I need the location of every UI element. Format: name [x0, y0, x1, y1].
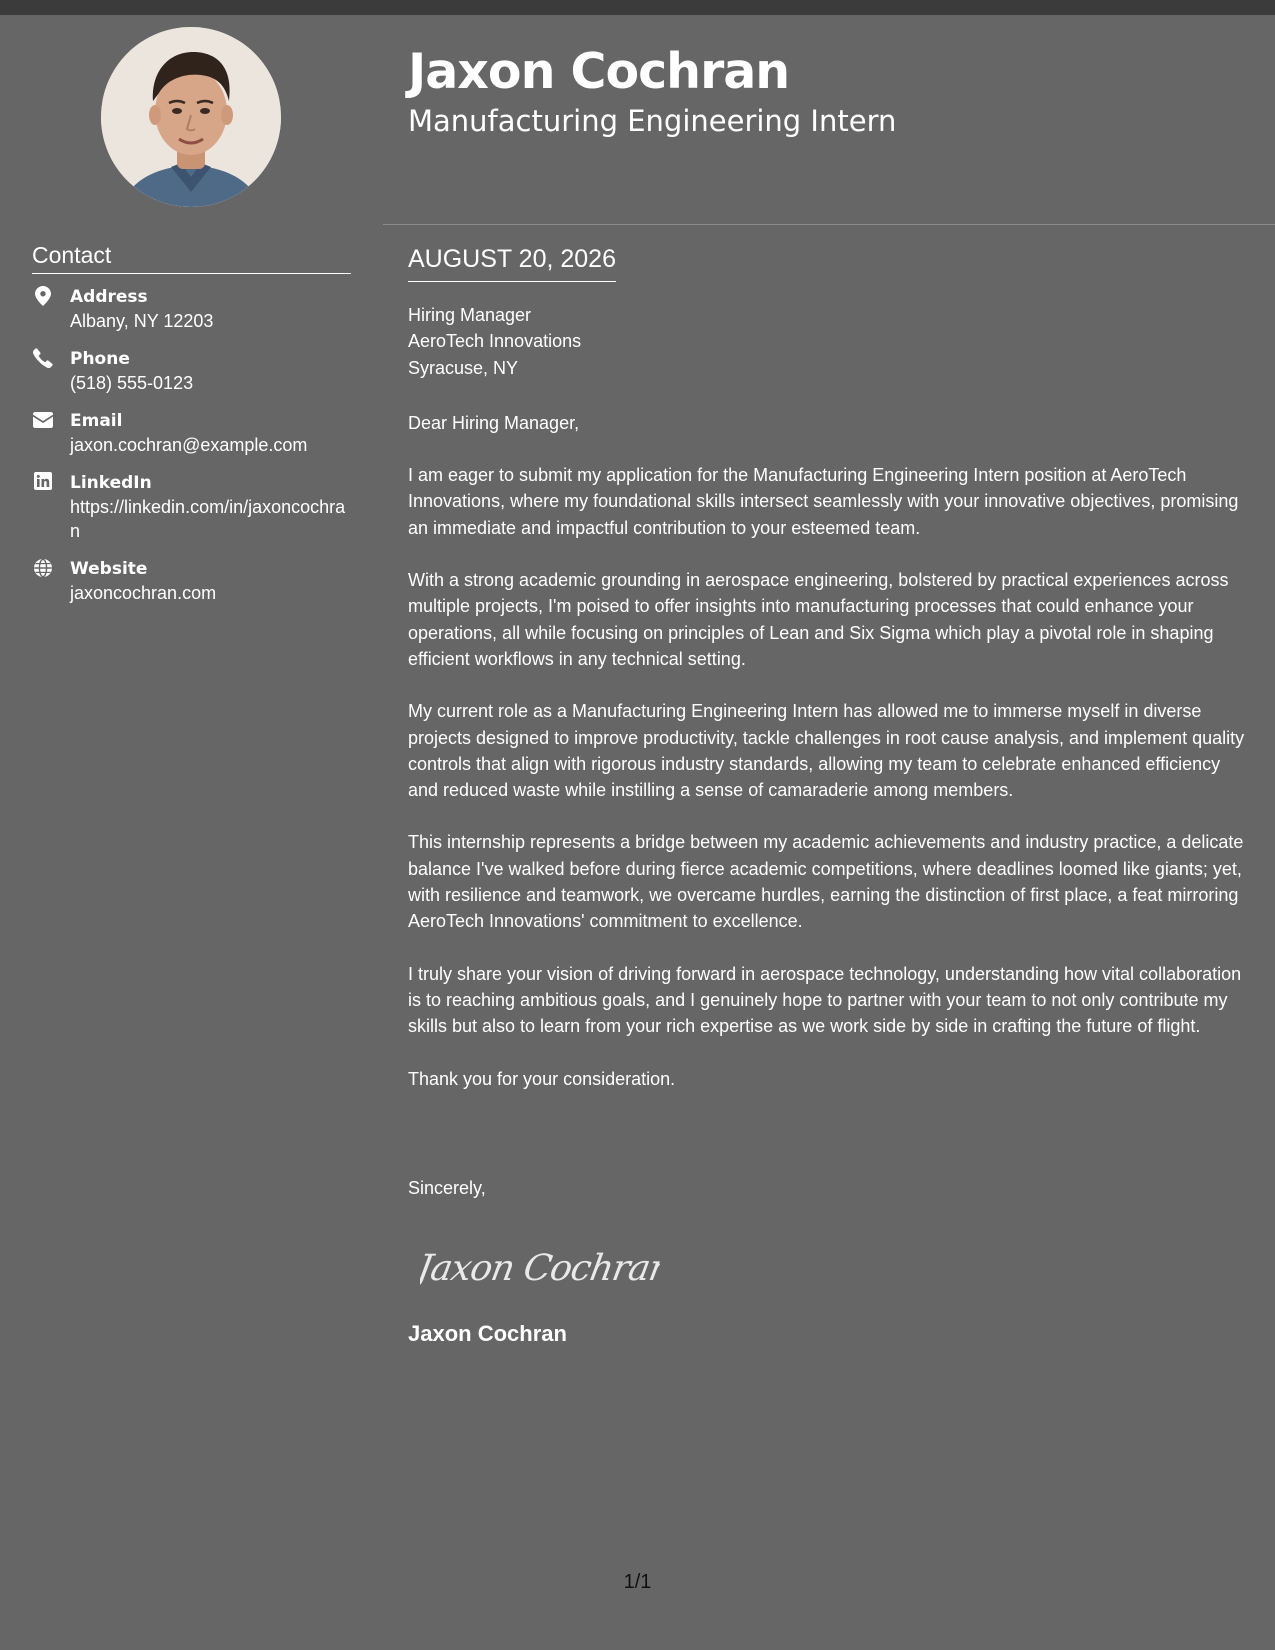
- salutation: Dear Hiring Manager,: [408, 412, 580, 433]
- applicant-name: Jaxon Cochran: [408, 43, 790, 100]
- globe-icon: [32, 558, 54, 580]
- closing: Sincerely,: [408, 1178, 486, 1198]
- recipient-block: [408, 302, 1248, 381]
- signer-name: Jaxon Cochran: [408, 1321, 567, 1346]
- recipient-line: Hiring Manager: [408, 305, 532, 325]
- location-pin-icon: [32, 286, 54, 308]
- contact-address: [32, 285, 352, 333]
- contact-list: [32, 285, 352, 619]
- contact-value: Albany, NY 12203: [70, 311, 214, 331]
- handwritten-signature: [420, 1232, 660, 1307]
- letter-body: [408, 302, 1248, 1092]
- contact-website: [32, 557, 352, 605]
- job-title: Manufacturing Engineering Intern: [408, 104, 897, 138]
- letter-date: AUGUST 20, 2026: [408, 243, 616, 282]
- website-link[interactable]: jaxoncochran.com: [70, 583, 217, 603]
- contact-heading: Contact: [32, 240, 351, 274]
- envelope-icon: [32, 410, 54, 432]
- svg-text:Jaxon Cochran: Jaxon Cochran: [420, 1246, 660, 1289]
- letter-paragraph: With a strong academic grounding in aerospace engineering, bolstered by practical experiences across multiple projects, I'm poised to offer insights into manufacturing processes that could enhance your operations, all while focusing on principles of Lean and Six Sigma which play a pivotal role in shaping efficient workflows in any technical setting.: [408, 570, 1229, 669]
- contact-value: jaxon.cochran@example.com: [70, 435, 308, 455]
- header-divider: [383, 224, 1275, 225]
- contact-value: (518) 555-0123: [70, 373, 194, 393]
- phone-icon: [32, 348, 54, 370]
- contact-label: Website: [70, 559, 148, 579]
- linkedin-link[interactable]: https://linkedin.com/in/jaxoncochran: [70, 497, 346, 541]
- contact-label: Address: [70, 287, 148, 307]
- contact-label: Phone: [70, 349, 130, 369]
- recipient-line: Syracuse, NY: [408, 357, 519, 378]
- contact-phone: [32, 347, 352, 395]
- letter-paragraph: I truly share your vision of driving forward in aerospace technology, understanding how vital collaboration is to reaching ambitious goals, and I genuinely hope to partner with your team to not only contribute my skills but also to learn from your rich expertise as we work side by side in crafting the future of flight.: [408, 963, 1242, 1037]
- letter-paragraph: My current role as a Manufacturing Engineering Intern has allowed me to immerse myself in diverse projects designed to improve productivity, tackle challenges in root cause analysis, and implement quality controls that align with rigorous industry standards, allowing my team to celebrate enhanced efficiency and reduced waste while instilling a sense of camaraderie among members.: [408, 701, 1245, 801]
- page-number: 1/1: [623, 1571, 652, 1593]
- contact-label: LinkedIn: [70, 473, 152, 493]
- letter-paragraph: This internship represents a bridge between my academic achievements and industry practice, a delicate balance I've walked before during fierce academic competitions, where deadlines loomed like giants; yet, with resilience and teamwork, we overcame hurdles, earning the distinction of first place, a feat mirroring AeroTech Innovations' commitment to excellence.: [408, 832, 1244, 932]
- recipient-line: AeroTech Innovations: [408, 331, 582, 352]
- letter-paragraph: Thank you for your consideration.: [408, 1068, 676, 1089]
- contact-linkedin: [32, 471, 352, 543]
- avatar: [101, 27, 281, 207]
- portrait-image: [101, 27, 281, 207]
- contact-label: Email: [70, 411, 123, 431]
- top-bar: [0, 0, 1275, 15]
- linkedin-icon: [32, 472, 54, 494]
- letter-paragraph: I am eager to submit my application for the Manufacturing Engineering Intern position at AeroTech Innovations, where my foundational skills intersect seamlessly with your innovative objectives, promising an immediate and impactful contribution to your esteemed team.: [408, 465, 1239, 538]
- contact-email: [32, 409, 352, 457]
